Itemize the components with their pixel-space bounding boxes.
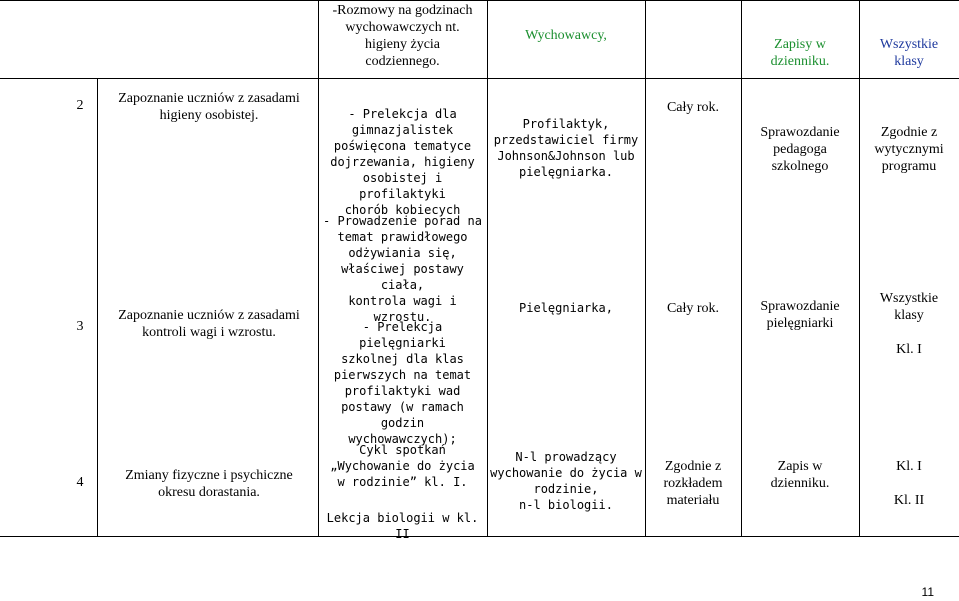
time-text: Zgodnie z rozkładem materiału — [663, 459, 723, 508]
top-row-evaluation-text: Zapisy w dzienniku. — [770, 37, 830, 69]
target-text: Wszystkie klasy Kl. I — [879, 291, 939, 357]
target-text: Zgodnie z wytycznymi programu — [874, 125, 944, 174]
activity-text: Lekcja biologii w kl. II — [326, 511, 479, 541]
time-text: Cały rok. — [666, 301, 720, 316]
page-number: 11 — [921, 585, 934, 599]
responsible-text: Profilaktyk, przedstawiciel firmy Johnson&Johnson lub pielęgniarka. — [493, 117, 639, 179]
responsible-text: N-l prowadzący wychowanie do życia w rodzinie, n-l biologii. — [490, 450, 642, 512]
evaluation-text: Zapis w dzienniku. — [770, 459, 830, 491]
top-row-target-text: Wszystkie klasy — [879, 37, 939, 69]
table-top-border-line — [0, 0, 959, 1]
evaluation-text: Sprawozdanie pielęgniarki — [760, 299, 840, 331]
column-divider-line — [741, 0, 742, 536]
row-divider-line — [0, 78, 959, 79]
row-number: 3 — [76, 319, 84, 334]
activity-text: - Prelekcja pielęgniarki szkolnej dla klas pierwszych na temat profilaktyki wad postawy (w ramach godzin wychowawczych); — [333, 320, 472, 446]
column-divider-line — [645, 0, 646, 536]
top-row-form-text: -Rozmowy na godzinach wychowawczych nt. higieny życia codziennego. — [332, 3, 473, 69]
column-divider-line — [97, 78, 98, 536]
target-text: Kl. I Kl. II — [893, 459, 925, 508]
activity-text: - Prowadzenie porad na temat prawidłowego odżywiania się, właściwej postawy ciała, kontrola wagi i wzrostu. — [323, 214, 482, 324]
row-number: 4 — [76, 475, 84, 490]
topic-text: Zapoznanie uczniów z zasadami kontroli wagi i wzrostu. — [118, 308, 300, 340]
topic-text: Zmiany fizyczne i psychiczne okresu dorastania. — [125, 468, 293, 500]
top-row-responsible-text: Wychowawcy, — [525, 28, 607, 43]
responsible-text: Pielęgniarka, — [519, 301, 613, 315]
row-number: 2 — [76, 98, 84, 113]
evaluation-text: Sprawozdanie pedagoga szkolnego — [760, 125, 840, 174]
topic-text: Zapoznanie uczniów z zasadami higieny osobistej. — [118, 91, 300, 123]
time-text: Cały rok. — [666, 100, 720, 115]
activity-text: - Prelekcja dla gimnazjalistek poświęcona tematyce dojrzewania, higieny osobistej i profilaktyki chorób kobiecych — [330, 107, 475, 217]
column-divider-line — [859, 0, 860, 536]
activity-text: Cykl spotkań „Wychowanie do życia w rodzinie” kl. I. — [330, 443, 475, 489]
